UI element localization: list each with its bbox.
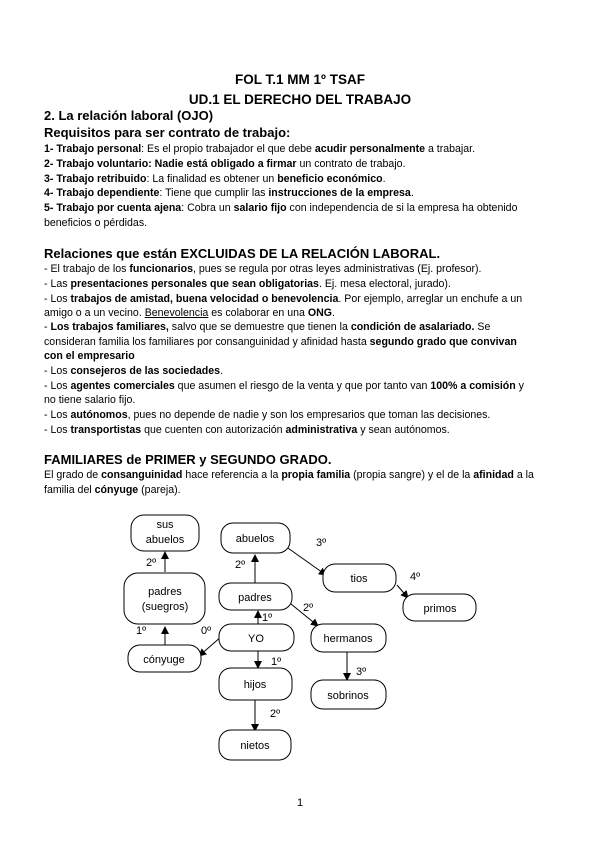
edge-tios-primos: [397, 585, 408, 598]
requisito-3: 3- Trabajo retribuido: La finalidad es obtener un beneficio económico.: [44, 173, 386, 185]
label-primos: primos: [423, 603, 457, 615]
label-suegros: (suegros): [141, 601, 189, 613]
page-number: 1: [296, 797, 304, 809]
requisito-5-line2: beneficios o pérdidas.: [44, 217, 148, 229]
label-padres-suegros: padres: [148, 586, 182, 598]
familiares-paragraph-line1: El grado de consanguinidad hace referencia a la propia familia (propia sangre) y el de la afinidad a la: [44, 469, 534, 481]
excluida-7: - Los autónomos, pues no depende de nadie y son los empresarios que toman las decisiones.: [44, 409, 491, 421]
grade-padres-hermanos: 2º: [303, 602, 314, 614]
label-nietos: nietos: [240, 740, 270, 752]
section-title: 2. La relación laboral (OJO): [44, 108, 214, 123]
grade-suegros-susabuelos: 2º: [146, 557, 157, 569]
excluida-4-line3: con el empresario: [44, 350, 135, 362]
familiares-paragraph-line2: familia del cónyuge (pareja).: [44, 484, 181, 496]
excluida-2: - Las presentaciones personales que sean obligatorias. Ej. mesa electoral, jurado).: [44, 278, 451, 290]
document-subtitle: UD.1 EL DERECHO DEL TRABAJO: [188, 92, 412, 107]
requisito-1: 1- Trabajo personal: Es el propio trabajador el que debe acudir personalmente a trabajar.: [44, 143, 476, 155]
requisito-5: 5- Trabajo por cuenta ajena: Cobra un salario fijo con independencia de si la empresa ha obtenido: [44, 202, 518, 214]
excluidas-heading: Relaciones que están EXCLUIDAS DE LA RELACIÓN LABORAL.: [44, 246, 441, 261]
excluida-3: - Los trabajos de amistad, buena velocidad o benevolencia. Por ejemplo, arreglar un enchufe a un: [44, 293, 523, 305]
grade-abuelos-tios: 3º: [316, 537, 327, 549]
grade-yo-hijos: 1º: [271, 656, 282, 668]
label-tios: tios: [350, 573, 368, 585]
grade-conyuge-suegros: 1º: [136, 625, 147, 637]
label-yo: YO: [248, 633, 264, 645]
familiares-heading: FAMILIARES de PRIMER y SEGUNDO GRADO.: [44, 452, 332, 467]
edge-abuelos-tios: [285, 546, 326, 575]
node-padres-suegros: [124, 573, 205, 624]
label-abuelos: abuelos: [235, 533, 275, 545]
label-abuelos-sus: abuelos: [145, 534, 185, 546]
label-hermanos: hermanos: [323, 633, 373, 645]
excluida-4-line2: consideran familia los familiares por consanguinidad y afinidad hasta segundo grado que convivan: [44, 336, 517, 348]
excluida-1: - El trabajo de los funcionarios, pues se regula por otras leyes administrativas (Ej. profesor).: [44, 263, 482, 275]
excluida-5: - Los consejeros de las sociedades.: [44, 365, 224, 377]
requisito-4: 4- Trabajo dependiente: Tiene que cumplir las instrucciones de la empresa.: [44, 187, 414, 199]
label-conyuge: cónyuge: [143, 654, 185, 666]
grade-yo-conyuge: 0º: [201, 625, 212, 637]
label-sus: sus: [156, 519, 174, 531]
excluida-8: - Los transportistas que cuenten con autorización administrativa y sean autónomos.: [44, 424, 450, 436]
label-padres: padres: [238, 592, 272, 604]
grade-tios-primos: 4º: [410, 571, 421, 583]
excluida-4: - Los trabajos familiares, salvo que se demuestre que tienen la condición de asalariado. Se: [44, 321, 491, 333]
requisito-2: 2- Trabajo voluntario: Nadie está obligado a firmar un contrato de trabajo.: [44, 158, 406, 170]
requisitos-heading: Requisitos para ser contrato de trabajo:: [44, 125, 291, 140]
grade-hermanos-sobrinos: 3º: [356, 666, 367, 678]
grade-hijos-nietos: 2º: [270, 708, 281, 720]
document-title: FOL T.1 MM 1º TSAF: [235, 72, 365, 87]
grade-padres-yo: 1º: [262, 612, 273, 624]
excluida-6: - Los agentes comerciales que asumen el riesgo de la venta y que por tanto van 100% a comisión y: [44, 380, 524, 392]
grade-abuelos-padres: 2º: [235, 559, 246, 571]
label-hijos: hijos: [243, 679, 267, 691]
label-sobrinos: sobrinos: [327, 690, 369, 702]
excluida-3-line2: amigo o a un vecino. Benevolencia es colaborar en una ONG.: [44, 307, 335, 319]
excluida-6-line2: no tiene salario fijo.: [44, 394, 136, 406]
